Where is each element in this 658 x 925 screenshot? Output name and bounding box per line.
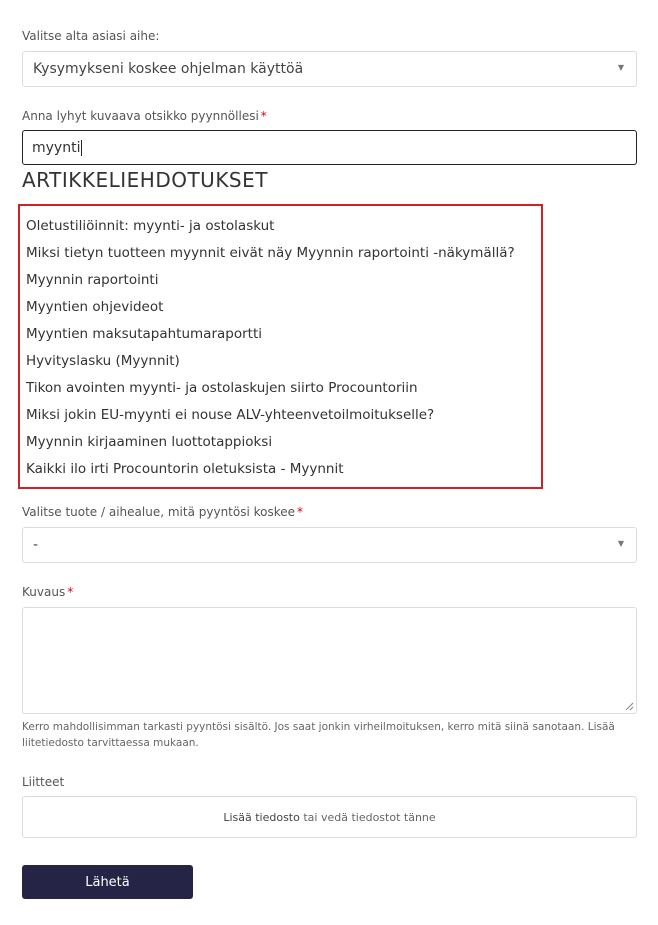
resize-grip-icon[interactable] bbox=[625, 702, 634, 711]
suggestions-heading: ARTIKKELIEHDOTUKSET bbox=[22, 168, 268, 192]
product-select-value: - bbox=[33, 537, 39, 553]
suggestion-item[interactable]: Kaikki ilo irti Procountorin oletuksista - Myynnit bbox=[26, 461, 344, 477]
attachment-dropzone[interactable] bbox=[22, 796, 637, 838]
description-help: Kerro mahdollisimman tarkasti pyyntösi sisältö. Jos saat jonkin virheilmoituksen, kerro mitä siinä sanotaan. Lisää liitetiedosto tarvittaessa mukaan. bbox=[22, 721, 615, 749]
add-file-link[interactable]: Lisää tiedosto bbox=[223, 810, 300, 824]
topic-select[interactable] bbox=[22, 51, 637, 87]
title-label-text: Anna lyhyt kuvaava otsikko pyynnöllesi bbox=[22, 109, 259, 123]
submit-button[interactable]: Lähetä bbox=[22, 865, 193, 899]
required-mark: * bbox=[297, 505, 304, 519]
title-input-value: myynti bbox=[32, 139, 81, 156]
suggestion-item[interactable]: Miksi tietyn tuotteen myynnit eivät näy Myynnin raportointi -näkymällä? bbox=[26, 245, 515, 261]
dropzone-text: tai vedä tiedostot tänne bbox=[299, 810, 436, 824]
suggestion-item[interactable]: Tikon avointen myynti- ja ostolaskujen siirto Procountoriin bbox=[26, 380, 418, 396]
text-cursor bbox=[81, 140, 82, 156]
topic-select-value: Kysymykseni koskee ohjelman käyttöä bbox=[33, 61, 304, 77]
topic-label: Valitse alta asiasi aihe: bbox=[22, 29, 160, 43]
product-label bbox=[22, 505, 303, 519]
suggestion-item[interactable]: Oletustiliöinnit: myynti- ja ostolaskut bbox=[26, 218, 275, 234]
suggestions-list bbox=[18, 204, 543, 489]
suggestion-item[interactable]: Myyntien ohjevideot bbox=[26, 299, 164, 315]
description-label-text: Kuvaus bbox=[22, 585, 66, 599]
description-label bbox=[22, 585, 73, 599]
suggestion-item[interactable]: Miksi jokin EU-myynti ei nouse ALV-yhteenvetoilmoitukselle? bbox=[26, 407, 435, 423]
chevron-down-icon: ▼ bbox=[617, 539, 624, 548]
title-label bbox=[22, 109, 267, 123]
required-mark: * bbox=[260, 109, 267, 123]
product-select[interactable] bbox=[22, 527, 637, 563]
description-textarea[interactable] bbox=[22, 607, 637, 714]
suggestion-item[interactable]: Myyntien maksutapahtumaraportti bbox=[26, 326, 262, 342]
chevron-down-icon: ▼ bbox=[617, 63, 624, 72]
title-input[interactable] bbox=[22, 130, 637, 165]
product-label-text: Valitse tuote / aihealue, mitä pyyntösi koskee bbox=[22, 505, 296, 519]
suggestion-item[interactable]: Myynnin kirjaaminen luottotappioksi bbox=[26, 434, 273, 450]
suggestion-item[interactable]: Myynnin raportointi bbox=[26, 272, 159, 288]
suggestion-item[interactable]: Hyvityslasku (Myynnit) bbox=[26, 353, 180, 369]
required-mark: * bbox=[67, 585, 74, 599]
attachments-label: Liitteet bbox=[22, 775, 65, 789]
